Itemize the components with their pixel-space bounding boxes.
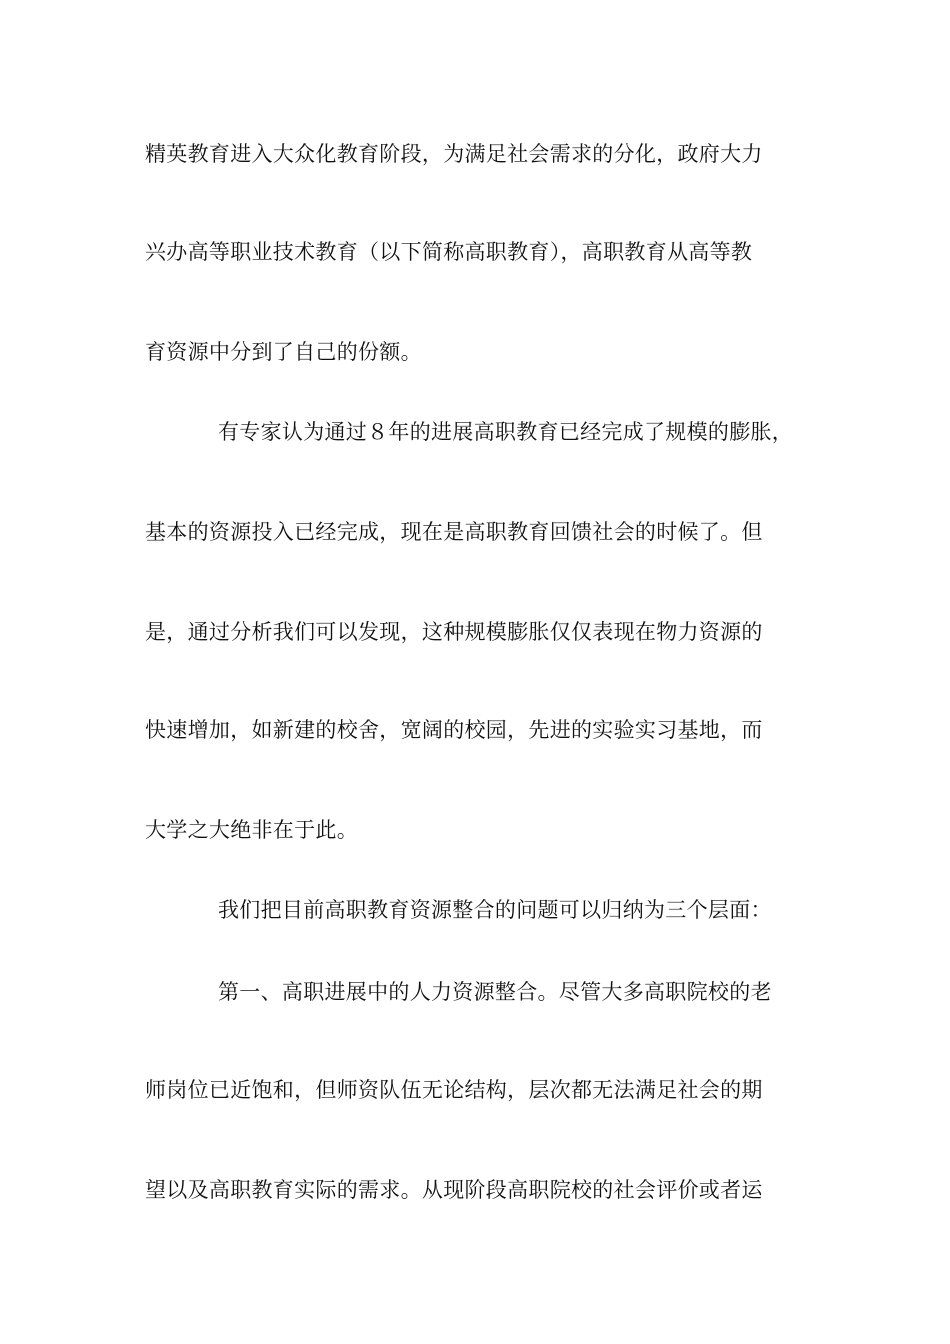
text-line: 望以及高职教育实际的需求。从现阶段高职院校的社会评价或者运 [145, 1178, 763, 1202]
text-line: 大学之大绝非在于此。 [145, 818, 358, 842]
text-line: 我们把目前高职教育资源整合的问题可以归纳为三个层面： [218, 898, 772, 922]
text-line: 精英教育进入大众化教育阶段，为满足社会需求的分化，政府大力 [145, 142, 763, 166]
text-line: 师岗位已近饱和，但师资队伍无论结构，层次都无法满足社会的期 [145, 1078, 763, 1102]
text-line: 育资源中分到了自己的份额。 [145, 340, 422, 364]
text-line: 快速增加，如新建的校舍，宽阔的校园，先进的实验实习基地，而 [145, 718, 763, 742]
text-line: 是，通过分析我们可以发现，这种规模膨胀仅仅表现在物力资源的 [145, 620, 763, 644]
text-line: 兴办高等职业技术教育（以下简称高职教育），高职教育从高等教 [145, 240, 753, 264]
text-line: 基本的资源投入已经完成，现在是高职教育回馈社会的时候了。但 [145, 520, 763, 544]
text-line: 第一、高职进展中的人力资源整合。尽管大多高职院校的老 [218, 980, 772, 1004]
text-line: 有专家认为通过８年的进展高职教育已经完成了规模的膨胀， [218, 420, 794, 444]
